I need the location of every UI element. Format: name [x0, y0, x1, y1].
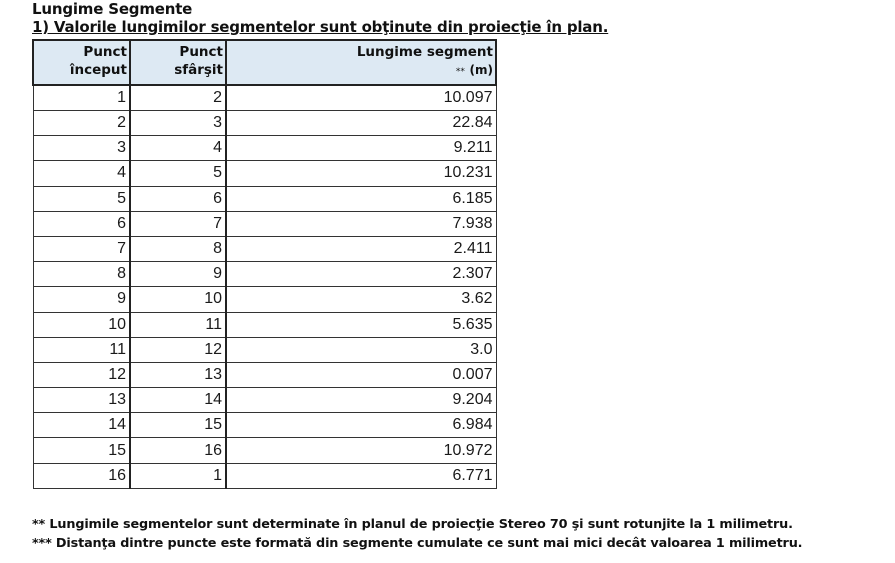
cell-start-point: 2 — [33, 111, 130, 136]
cell-segment-length: 6.984 — [226, 413, 496, 438]
table-row — [33, 211, 496, 236]
document-title: Lungime Segmente — [32, 0, 193, 18]
cell-end-point: 7 — [130, 211, 226, 236]
cell-start-point: 15 — [33, 438, 130, 463]
table-row — [33, 312, 496, 337]
cell-segment-length: 7.938 — [226, 211, 496, 236]
cell-segment-length: 10.231 — [226, 161, 496, 186]
cell-start-point: 9 — [33, 287, 130, 312]
cell-end-point: 10 — [130, 287, 226, 312]
document-subtitle: 1) Valorile lungimilor segmentelor sunt obţinute din proiecţie în plan. — [32, 18, 609, 36]
cell-end-point: 4 — [130, 136, 226, 161]
cell-segment-length: 0.007 — [226, 362, 496, 387]
cell-start-point: 1 — [33, 85, 130, 111]
cell-segment-length: 10.097 — [226, 85, 496, 111]
footnotes — [32, 515, 802, 553]
cell-segment-length: 3.62 — [226, 287, 496, 312]
header-footnote-marker: ** — [455, 67, 465, 77]
table-row — [33, 136, 496, 161]
header-end-point — [130, 40, 226, 85]
cell-segment-length: 9.204 — [226, 388, 496, 413]
table-row — [33, 337, 496, 362]
header-end-line2: sfârşit — [174, 62, 223, 78]
cell-start-point: 7 — [33, 236, 130, 261]
cell-segment-length: 6.771 — [226, 463, 496, 488]
header-length-line1: Lungime segment — [356, 44, 493, 60]
cell-end-point: 9 — [130, 262, 226, 287]
cell-start-point: 4 — [33, 161, 130, 186]
cell-segment-length: 2.411 — [226, 236, 496, 261]
footnote-distance: *** Distanţa dintre puncte este formată din segmente cumulate ce sunt mai mici decât valoarea 1 milimetru. — [32, 536, 803, 551]
cell-end-point: 6 — [130, 186, 226, 211]
cell-end-point: 15 — [130, 413, 226, 438]
cell-end-point: 13 — [130, 362, 226, 387]
header-start-point — [33, 40, 130, 85]
table-row — [33, 438, 496, 463]
table-row — [33, 186, 496, 211]
cell-end-point: 3 — [130, 111, 226, 136]
header-start-line2: început — [69, 62, 127, 78]
header-segment-length — [226, 40, 496, 85]
cell-end-point: 2 — [130, 85, 226, 111]
table-body — [33, 85, 496, 488]
cell-start-point: 6 — [33, 211, 130, 236]
cell-end-point: 14 — [130, 388, 226, 413]
cell-start-point: 8 — [33, 262, 130, 287]
footnote-rounding: ** Lungimile segmentelor sunt determinate în planul de proiecţie Stereo 70 şi sunt rotunjite la 1 milimetru. — [32, 517, 793, 532]
cell-end-point: 1 — [130, 463, 226, 488]
table-row — [33, 161, 496, 186]
cell-segment-length: 2.307 — [226, 262, 496, 287]
cell-segment-length: 22.84 — [226, 111, 496, 136]
cell-segment-length: 10.972 — [226, 438, 496, 463]
cell-segment-length: 5.635 — [226, 312, 496, 337]
cell-start-point: 12 — [33, 362, 130, 387]
table-row — [33, 463, 496, 488]
table-row — [33, 287, 496, 312]
table-row — [33, 111, 496, 136]
header-end-line1: Punct — [179, 44, 223, 60]
cell-segment-length: 6.185 — [226, 186, 496, 211]
cell-end-point: 11 — [130, 312, 226, 337]
cell-end-point: 5 — [130, 161, 226, 186]
cell-start-point: 10 — [33, 312, 130, 337]
table-row — [33, 85, 496, 111]
cell-start-point: 13 — [33, 388, 130, 413]
cell-end-point: 8 — [130, 236, 226, 261]
cell-start-point: 5 — [33, 186, 130, 211]
table-row — [33, 362, 496, 387]
table-row — [33, 388, 496, 413]
table-header-row — [33, 40, 496, 85]
table-row — [33, 262, 496, 287]
header-start-line1: Punct — [83, 44, 127, 60]
cell-start-point: 16 — [33, 463, 130, 488]
cell-end-point: 16 — [130, 438, 226, 463]
header-length-unit: (m) — [469, 63, 493, 77]
segment-length-table — [32, 39, 497, 489]
table-row — [33, 413, 496, 438]
table-row — [33, 236, 496, 261]
cell-segment-length: 9.211 — [226, 136, 496, 161]
cell-segment-length: 3.0 — [226, 337, 496, 362]
cell-start-point: 11 — [33, 337, 130, 362]
cell-end-point: 12 — [130, 337, 226, 362]
cell-start-point: 3 — [33, 136, 130, 161]
cell-start-point: 14 — [33, 413, 130, 438]
